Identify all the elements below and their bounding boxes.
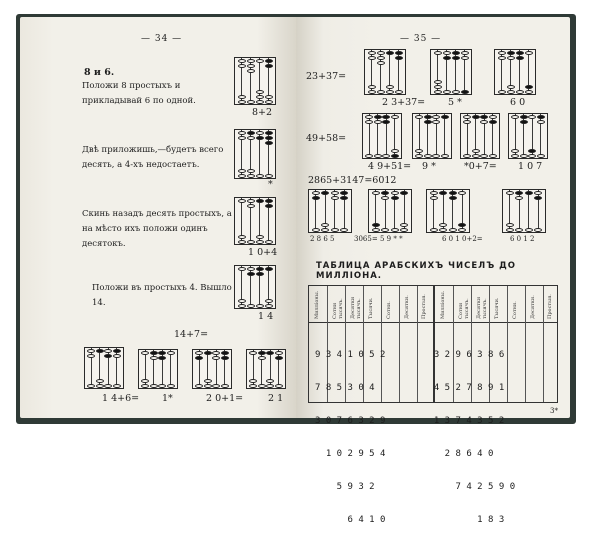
paragraph-3: Скинь назадъ десять простыхъ, а на мѣсто ихъ положи одинъ десятокъ.	[82, 209, 232, 249]
bottom-label-2: 1*	[162, 393, 173, 404]
equation-23-plus-37: 23+37=	[306, 71, 347, 82]
equation-49-plus-58: 49+58=	[306, 133, 347, 144]
abacus-1	[234, 57, 276, 105]
table-right-row-5: 7 4 2 5 9 0	[423, 482, 516, 492]
numbers-table	[308, 285, 558, 525]
section-heading: 8 и 6.	[84, 67, 115, 78]
table-right-row-3: 1 3 7 4 3 5 2	[423, 416, 505, 426]
abacus-r3-1	[308, 189, 352, 233]
abacus-r2-1	[362, 113, 402, 159]
bottom-label-3: 2 0+1=	[206, 393, 244, 404]
table-right-row-1: 3 2 9 6 3 8 6	[423, 350, 505, 360]
abacus-r1-1	[364, 49, 406, 95]
printer-signature: 3*	[550, 407, 558, 415]
r1-label-3: 6 0	[510, 97, 526, 108]
page-number-34: — 34 —	[141, 34, 183, 44]
r3-label-2: 3065=	[354, 235, 378, 243]
table-right-row-6: 1 8 3	[423, 515, 505, 525]
bottom-label-1: 1 4+6=	[102, 393, 140, 404]
abacus-4	[234, 265, 276, 309]
page-number-35: — 35 —	[400, 34, 442, 44]
table-right-digits	[423, 328, 515, 548]
r3-label-1: 2 8 6 5	[310, 235, 335, 243]
abacus-3	[234, 197, 276, 245]
table-header-left-6: Десятки.	[404, 295, 410, 319]
table-header-right-4: Тысячи.	[494, 297, 500, 319]
abacus-r3-2	[368, 189, 412, 233]
table-header-left-1: Миллiоны.	[314, 290, 320, 319]
open-book	[16, 14, 576, 525]
paragraph-4: Положи въ простыхъ 4. Вышло 14.	[92, 283, 232, 308]
r1-label-1: 2 3+37=	[382, 97, 426, 108]
table-header-left-5: Сотни.	[386, 301, 392, 319]
table-left-row-2: 7 8 5 3 0 4	[315, 383, 375, 393]
abacus-r3-4	[502, 189, 546, 233]
table-header-left-2: Сотни тысячъ.	[332, 298, 344, 319]
table-left-digits	[315, 328, 385, 548]
abacus-2-label: *	[268, 179, 273, 190]
abacus-r2-2	[412, 113, 452, 159]
r3-label-4: 6 0 1 0+2=	[442, 235, 483, 243]
abacus-1-label: 8+2	[252, 107, 273, 118]
r2-label-4: 1 0 7	[518, 161, 543, 172]
bottom-label-4: 2 1	[268, 393, 284, 404]
abacus-r2-3	[460, 113, 500, 159]
table-header-right-3: Десятки тысячъ.	[476, 296, 488, 319]
table-left-row-6: 6 4 1 0	[315, 515, 386, 525]
r3-label-3: 5 9 * *	[380, 235, 403, 243]
table-header-right-7: Простыя.	[547, 294, 553, 319]
table-title: ТАБЛИЦА АРАБСКИХЪ ЧИСЕЛЪ ДО МИЛЛIОНА.	[316, 261, 516, 281]
abacus-bottom-2	[138, 349, 178, 389]
table-header-right-6: Десятки.	[530, 295, 536, 319]
r1-label-2: 5 *	[448, 97, 462, 108]
left-page	[20, 17, 296, 418]
r2-label-2: 9 *	[422, 161, 436, 172]
right-page	[296, 17, 570, 525]
table-left-row-1: 9 3 4 1 0 5 2	[315, 350, 386, 360]
table-header-left-7: Простыя.	[421, 294, 427, 319]
abacus-bottom-1	[84, 347, 124, 389]
abacus-4-label: 1 4	[258, 311, 274, 322]
r2-label-3: *0+7=	[464, 161, 497, 172]
abacus-2	[234, 129, 276, 179]
table-header-left-4: Тысячи.	[368, 297, 374, 319]
abacus-bottom-4	[246, 349, 286, 389]
table-header-right-2: Сотни тысячъ.	[458, 298, 470, 319]
table-right-row-2: 4 5 2 7 8 9 1	[423, 383, 505, 393]
table-left-row-4: 1 0 2 9 5 4	[315, 449, 386, 459]
paragraph-1: Положи 8 простыхъ и прикладывай 6 по одной.	[82, 81, 196, 106]
abacus-r1-2	[430, 49, 472, 95]
r3-label-5: 6 0 1 2	[510, 235, 535, 243]
abacus-r1-3	[494, 49, 536, 95]
table-header-right-5: Сотни.	[512, 301, 518, 319]
abacus-r2-4	[508, 113, 548, 159]
equation-14-plus-7: 14+7=	[174, 329, 209, 340]
abacus-bottom-3	[192, 349, 232, 389]
table-header-left-3: Десятки тысячъ.	[350, 296, 362, 319]
table-right-row-4: 2 8 6 4 0	[423, 449, 494, 459]
abacus-3-label: 1 0+4	[248, 247, 278, 258]
equation-2865-plus-3147: 2865+3147=6012	[308, 175, 397, 186]
table-left-row-3: 3 0 7 6 3 2 9	[315, 416, 386, 426]
table-header-right-1: Миллiоны.	[440, 290, 446, 319]
r2-label-1: 4 9+51=	[368, 161, 412, 172]
paragraph-2: Двѣ приложишь,—будетъ всего десять, а 4-хъ недостаетъ.	[82, 145, 224, 170]
abacus-r3-3	[426, 189, 470, 233]
table-left-row-5: 5 9 3 2	[315, 482, 375, 492]
